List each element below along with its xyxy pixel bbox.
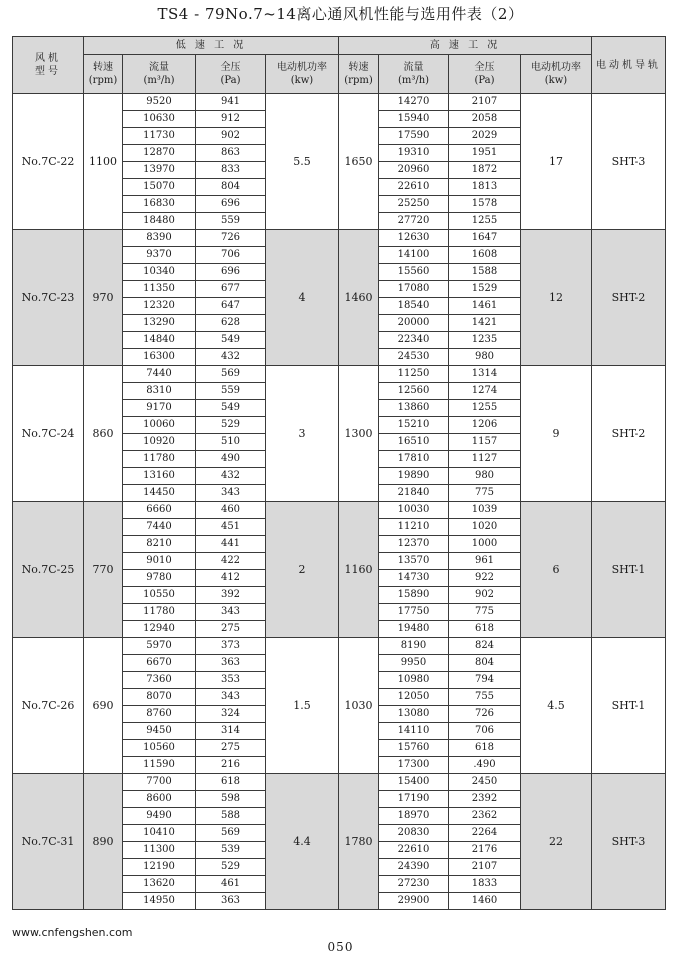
motor-rail-cell: SHT-2: [592, 366, 666, 502]
high-flow-cell: 12560: [379, 383, 449, 400]
high-pressure-cell: 1127: [449, 451, 521, 468]
high-flow-cell: 15210: [379, 417, 449, 434]
high-pressure-cell: 1255: [449, 400, 521, 417]
low-pressure-cell: 216: [196, 757, 266, 774]
high-flow-cell: 17810: [379, 451, 449, 468]
motor-rail-cell: SHT-1: [592, 638, 666, 774]
high-pressure-cell: 2264: [449, 825, 521, 842]
low-pressure-cell: 549: [196, 400, 266, 417]
low-pressure-cell: 588: [196, 808, 266, 825]
high-pressure-cell: 726: [449, 706, 521, 723]
high-pressure-cell: 804: [449, 655, 521, 672]
high-pressure-cell: 2107: [449, 859, 521, 876]
high-pressure-cell: 1020: [449, 519, 521, 536]
low-pressure-cell: 353: [196, 672, 266, 689]
high-flow-cell: 21840: [379, 485, 449, 502]
low-flow-cell: 12940: [123, 621, 196, 638]
low-pressure-cell: 343: [196, 485, 266, 502]
high-flow-cell: 16510: [379, 434, 449, 451]
low-flow-cell: 13290: [123, 315, 196, 332]
header-low-pressure: 全压 (Pa): [196, 55, 266, 94]
low-pressure-cell: 432: [196, 349, 266, 366]
low-power-cell: 3: [266, 366, 339, 502]
high-flow-cell: 10030: [379, 502, 449, 519]
low-pressure-cell: 529: [196, 859, 266, 876]
high-power-cell: 4.5: [521, 638, 592, 774]
low-flow-cell: 12320: [123, 298, 196, 315]
low-pressure-cell: 432: [196, 468, 266, 485]
low-flow-cell: 14840: [123, 332, 196, 349]
low-pressure-cell: 696: [196, 196, 266, 213]
high-pressure-cell: 2029: [449, 128, 521, 145]
fan-model-group: [13, 638, 666, 774]
high-pressure-cell: 775: [449, 604, 521, 621]
low-flow-cell: 14950: [123, 893, 196, 910]
high-flow-cell: 27720: [379, 213, 449, 230]
low-flow-cell: 13970: [123, 162, 196, 179]
low-speed-rpm-cell: 890: [84, 774, 123, 910]
low-pressure-cell: 647: [196, 298, 266, 315]
high-flow-cell: 27230: [379, 876, 449, 893]
low-pressure-cell: 510: [196, 434, 266, 451]
low-pressure-cell: 275: [196, 621, 266, 638]
high-pressure-cell: 1813: [449, 179, 521, 196]
fan-model-cell: No.7C-22: [13, 94, 84, 230]
high-pressure-cell: 794: [449, 672, 521, 689]
high-pressure-cell: 1206: [449, 417, 521, 434]
high-flow-cell: 14110: [379, 723, 449, 740]
table-row: [13, 502, 666, 519]
low-power-cell: 4.4: [266, 774, 339, 910]
low-pressure-cell: 343: [196, 604, 266, 621]
high-flow-cell: 14100: [379, 247, 449, 264]
high-pressure-cell: 980: [449, 349, 521, 366]
fan-model-cell: No.7C-23: [13, 230, 84, 366]
high-flow-cell: 17750: [379, 604, 449, 621]
motor-rail-cell: SHT-3: [592, 774, 666, 910]
high-flow-cell: 17190: [379, 791, 449, 808]
low-flow-cell: 9170: [123, 400, 196, 417]
high-pressure-cell: 1833: [449, 876, 521, 893]
high-flow-cell: 24530: [379, 349, 449, 366]
low-pressure-cell: 363: [196, 893, 266, 910]
low-flow-cell: 11780: [123, 451, 196, 468]
high-pressure-cell: 1588: [449, 264, 521, 281]
high-flow-cell: 15890: [379, 587, 449, 604]
low-flow-cell: 18480: [123, 213, 196, 230]
low-pressure-cell: 324: [196, 706, 266, 723]
high-pressure-cell: 1460: [449, 893, 521, 910]
high-flow-cell: 20830: [379, 825, 449, 842]
header-high-power: 电动机功率 (kw): [521, 55, 592, 94]
high-pressure-cell: 2450: [449, 774, 521, 791]
low-flow-cell: 6660: [123, 502, 196, 519]
page-title: TS4 - 79No.7~14离心通风机性能与选用件表（2）: [157, 5, 524, 23]
low-pressure-cell: 412: [196, 570, 266, 587]
low-pressure-cell: 696: [196, 264, 266, 281]
low-pressure-cell: 343: [196, 689, 266, 706]
high-flow-cell: 11210: [379, 519, 449, 536]
high-pressure-cell: 2107: [449, 94, 521, 111]
high-pressure-cell: 775: [449, 485, 521, 502]
low-flow-cell: 14450: [123, 485, 196, 502]
high-pressure-cell: 1872: [449, 162, 521, 179]
low-speed-rpm-cell: 1100: [84, 94, 123, 230]
high-pressure-cell: 706: [449, 723, 521, 740]
low-pressure-cell: 490: [196, 451, 266, 468]
low-flow-cell: 11350: [123, 281, 196, 298]
high-speed-rpm-cell: 1030: [339, 638, 379, 774]
low-flow-cell: 8390: [123, 230, 196, 247]
high-pressure-cell: 824: [449, 638, 521, 655]
high-flow-cell: 25250: [379, 196, 449, 213]
high-flow-cell: 13860: [379, 400, 449, 417]
high-flow-cell: 17080: [379, 281, 449, 298]
high-pressure-cell: 755: [449, 689, 521, 706]
low-flow-cell: 7700: [123, 774, 196, 791]
low-pressure-cell: 677: [196, 281, 266, 298]
low-pressure-cell: 314: [196, 723, 266, 740]
low-flow-cell: 9780: [123, 570, 196, 587]
header-high-speed: 高 速 工 况: [339, 37, 592, 55]
low-pressure-cell: 706: [196, 247, 266, 264]
low-flow-cell: 10920: [123, 434, 196, 451]
low-flow-cell: 7440: [123, 519, 196, 536]
low-flow-cell: 13620: [123, 876, 196, 893]
low-pressure-cell: 549: [196, 332, 266, 349]
high-pressure-cell: 1951: [449, 145, 521, 162]
low-flow-cell: 11300: [123, 842, 196, 859]
high-flow-cell: 14270: [379, 94, 449, 111]
low-pressure-cell: 804: [196, 179, 266, 196]
low-flow-cell: 12190: [123, 859, 196, 876]
header-high-pressure: 全压 (Pa): [449, 55, 521, 94]
high-pressure-cell: 1608: [449, 247, 521, 264]
low-pressure-cell: 373: [196, 638, 266, 655]
high-flow-cell: 19480: [379, 621, 449, 638]
low-flow-cell: 8310: [123, 383, 196, 400]
low-flow-cell: 10560: [123, 740, 196, 757]
header-model: 风机 型号: [13, 37, 84, 94]
high-flow-cell: 29900: [379, 893, 449, 910]
table-row: [13, 366, 666, 383]
high-flow-cell: 11250: [379, 366, 449, 383]
low-flow-cell: 16830: [123, 196, 196, 213]
low-flow-cell: 11780: [123, 604, 196, 621]
high-flow-cell: 13570: [379, 553, 449, 570]
low-flow-cell: 10060: [123, 417, 196, 434]
high-flow-cell: 15560: [379, 264, 449, 281]
high-pressure-cell: 1529: [449, 281, 521, 298]
high-flow-cell: 9950: [379, 655, 449, 672]
high-power-cell: 9: [521, 366, 592, 502]
motor-rail-cell: SHT-2: [592, 230, 666, 366]
high-speed-rpm-cell: 1650: [339, 94, 379, 230]
low-speed-rpm-cell: 770: [84, 502, 123, 638]
low-flow-cell: 10340: [123, 264, 196, 281]
motor-rail-cell: SHT-1: [592, 502, 666, 638]
fan-performance-table: [12, 36, 666, 910]
high-flow-cell: 18970: [379, 808, 449, 825]
high-pressure-cell: 902: [449, 587, 521, 604]
low-pressure-cell: 529: [196, 417, 266, 434]
low-pressure-cell: 912: [196, 111, 266, 128]
low-flow-cell: 8760: [123, 706, 196, 723]
low-pressure-cell: 863: [196, 145, 266, 162]
high-pressure-cell: 1274: [449, 383, 521, 400]
fan-model-group: [13, 774, 666, 910]
low-flow-cell: 12870: [123, 145, 196, 162]
high-pressure-cell: 961: [449, 553, 521, 570]
high-flow-cell: 22340: [379, 332, 449, 349]
high-power-cell: 22: [521, 774, 592, 910]
low-power-cell: 2: [266, 502, 339, 638]
low-flow-cell: 11730: [123, 128, 196, 145]
header-low-power: 电动机功率 (kw): [266, 55, 339, 94]
low-flow-cell: 7360: [123, 672, 196, 689]
high-flow-cell: 17300: [379, 757, 449, 774]
low-flow-cell: 9370: [123, 247, 196, 264]
high-flow-cell: 12050: [379, 689, 449, 706]
low-speed-rpm-cell: 970: [84, 230, 123, 366]
page-number: 050: [327, 940, 354, 954]
low-pressure-cell: 461: [196, 876, 266, 893]
table-row: [13, 638, 666, 655]
high-pressure-cell: 2058: [449, 111, 521, 128]
low-pressure-cell: 618: [196, 774, 266, 791]
fan-model-cell: No.7C-31: [13, 774, 84, 910]
low-pressure-cell: 539: [196, 842, 266, 859]
low-pressure-cell: 941: [196, 94, 266, 111]
low-flow-cell: 6670: [123, 655, 196, 672]
fan-model-cell: No.7C-24: [13, 366, 84, 502]
high-pressure-cell: 618: [449, 740, 521, 757]
low-flow-cell: 8070: [123, 689, 196, 706]
low-pressure-cell: 559: [196, 383, 266, 400]
high-flow-cell: 20000: [379, 315, 449, 332]
high-flow-cell: 22610: [379, 842, 449, 859]
high-pressure-cell: 1039: [449, 502, 521, 519]
high-flow-cell: 15760: [379, 740, 449, 757]
high-speed-rpm-cell: 1780: [339, 774, 379, 910]
low-flow-cell: 9520: [123, 94, 196, 111]
low-flow-cell: 7440: [123, 366, 196, 383]
fan-model-group: [13, 502, 666, 638]
low-pressure-cell: 275: [196, 740, 266, 757]
high-flow-cell: 24390: [379, 859, 449, 876]
low-flow-cell: 15070: [123, 179, 196, 196]
high-pressure-cell: 1647: [449, 230, 521, 247]
high-flow-cell: 19310: [379, 145, 449, 162]
low-pressure-cell: 628: [196, 315, 266, 332]
low-power-cell: 5.5: [266, 94, 339, 230]
high-pressure-cell: 618: [449, 621, 521, 638]
header-high-speed-rpm: 转速 (rpm): [339, 55, 379, 94]
header-low-speed: 低 速 工 况: [84, 37, 339, 55]
high-pressure-cell: 1421: [449, 315, 521, 332]
header-high-flow: 流量 (m³/h): [379, 55, 449, 94]
header-motor-rail: 电动机导轨: [592, 37, 666, 94]
header-low-flow: 流量 (m³/h): [123, 55, 196, 94]
low-flow-cell: 13160: [123, 468, 196, 485]
low-pressure-cell: 569: [196, 366, 266, 383]
high-pressure-cell: 2176: [449, 842, 521, 859]
low-flow-cell: 16300: [123, 349, 196, 366]
fan-model-cell: No.7C-25: [13, 502, 84, 638]
high-pressure-cell: 1314: [449, 366, 521, 383]
high-flow-cell: 12370: [379, 536, 449, 553]
low-pressure-cell: 902: [196, 128, 266, 145]
high-flow-cell: 18540: [379, 298, 449, 315]
low-speed-rpm-cell: 860: [84, 366, 123, 502]
low-flow-cell: 10550: [123, 587, 196, 604]
high-speed-rpm-cell: 1160: [339, 502, 379, 638]
low-pressure-cell: 392: [196, 587, 266, 604]
low-flow-cell: 9010: [123, 553, 196, 570]
high-power-cell: 12: [521, 230, 592, 366]
high-flow-cell: 22610: [379, 179, 449, 196]
high-flow-cell: 10980: [379, 672, 449, 689]
header-low-speed-rpm: 转速 (rpm): [84, 55, 123, 94]
high-flow-cell: 20960: [379, 162, 449, 179]
low-flow-cell: 8210: [123, 536, 196, 553]
high-pressure-cell: 922: [449, 570, 521, 587]
high-power-cell: 6: [521, 502, 592, 638]
high-flow-cell: 17590: [379, 128, 449, 145]
low-pressure-cell: 598: [196, 791, 266, 808]
low-flow-cell: 5970: [123, 638, 196, 655]
high-power-cell: 17: [521, 94, 592, 230]
high-flow-cell: 8190: [379, 638, 449, 655]
footer-url: www.cnfengshen.com: [12, 926, 133, 939]
low-flow-cell: 10630: [123, 111, 196, 128]
fan-model-group: [13, 230, 666, 366]
table-row: [13, 230, 666, 247]
high-flow-cell: 19890: [379, 468, 449, 485]
fan-model-cell: No.7C-26: [13, 638, 84, 774]
high-flow-cell: 13080: [379, 706, 449, 723]
high-pressure-cell: 2392: [449, 791, 521, 808]
high-pressure-cell: 1000: [449, 536, 521, 553]
low-pressure-cell: 460: [196, 502, 266, 519]
high-flow-cell: 15400: [379, 774, 449, 791]
low-speed-rpm-cell: 690: [84, 638, 123, 774]
high-pressure-cell: 1578: [449, 196, 521, 213]
low-pressure-cell: 559: [196, 213, 266, 230]
low-power-cell: 4: [266, 230, 339, 366]
low-pressure-cell: 363: [196, 655, 266, 672]
high-pressure-cell: 1235: [449, 332, 521, 349]
high-pressure-cell: 2362: [449, 808, 521, 825]
table-row: [13, 774, 666, 791]
low-pressure-cell: 569: [196, 825, 266, 842]
high-pressure-cell: 1255: [449, 213, 521, 230]
motor-rail-cell: SHT-3: [592, 94, 666, 230]
high-speed-rpm-cell: 1300: [339, 366, 379, 502]
high-pressure-cell: .490: [449, 757, 521, 774]
low-pressure-cell: 451: [196, 519, 266, 536]
high-pressure-cell: 1157: [449, 434, 521, 451]
fan-model-group: [13, 94, 666, 230]
low-pressure-cell: 726: [196, 230, 266, 247]
low-flow-cell: 9450: [123, 723, 196, 740]
high-flow-cell: 12630: [379, 230, 449, 247]
low-flow-cell: 8600: [123, 791, 196, 808]
high-pressure-cell: 980: [449, 468, 521, 485]
low-power-cell: 1.5: [266, 638, 339, 774]
table-row: [13, 94, 666, 111]
low-flow-cell: 11590: [123, 757, 196, 774]
high-flow-cell: 15940: [379, 111, 449, 128]
high-pressure-cell: 1461: [449, 298, 521, 315]
low-pressure-cell: 422: [196, 553, 266, 570]
high-flow-cell: 14730: [379, 570, 449, 587]
low-pressure-cell: 833: [196, 162, 266, 179]
high-speed-rpm-cell: 1460: [339, 230, 379, 366]
low-flow-cell: 9490: [123, 808, 196, 825]
low-pressure-cell: 441: [196, 536, 266, 553]
low-flow-cell: 10410: [123, 825, 196, 842]
fan-model-group: [13, 366, 666, 502]
